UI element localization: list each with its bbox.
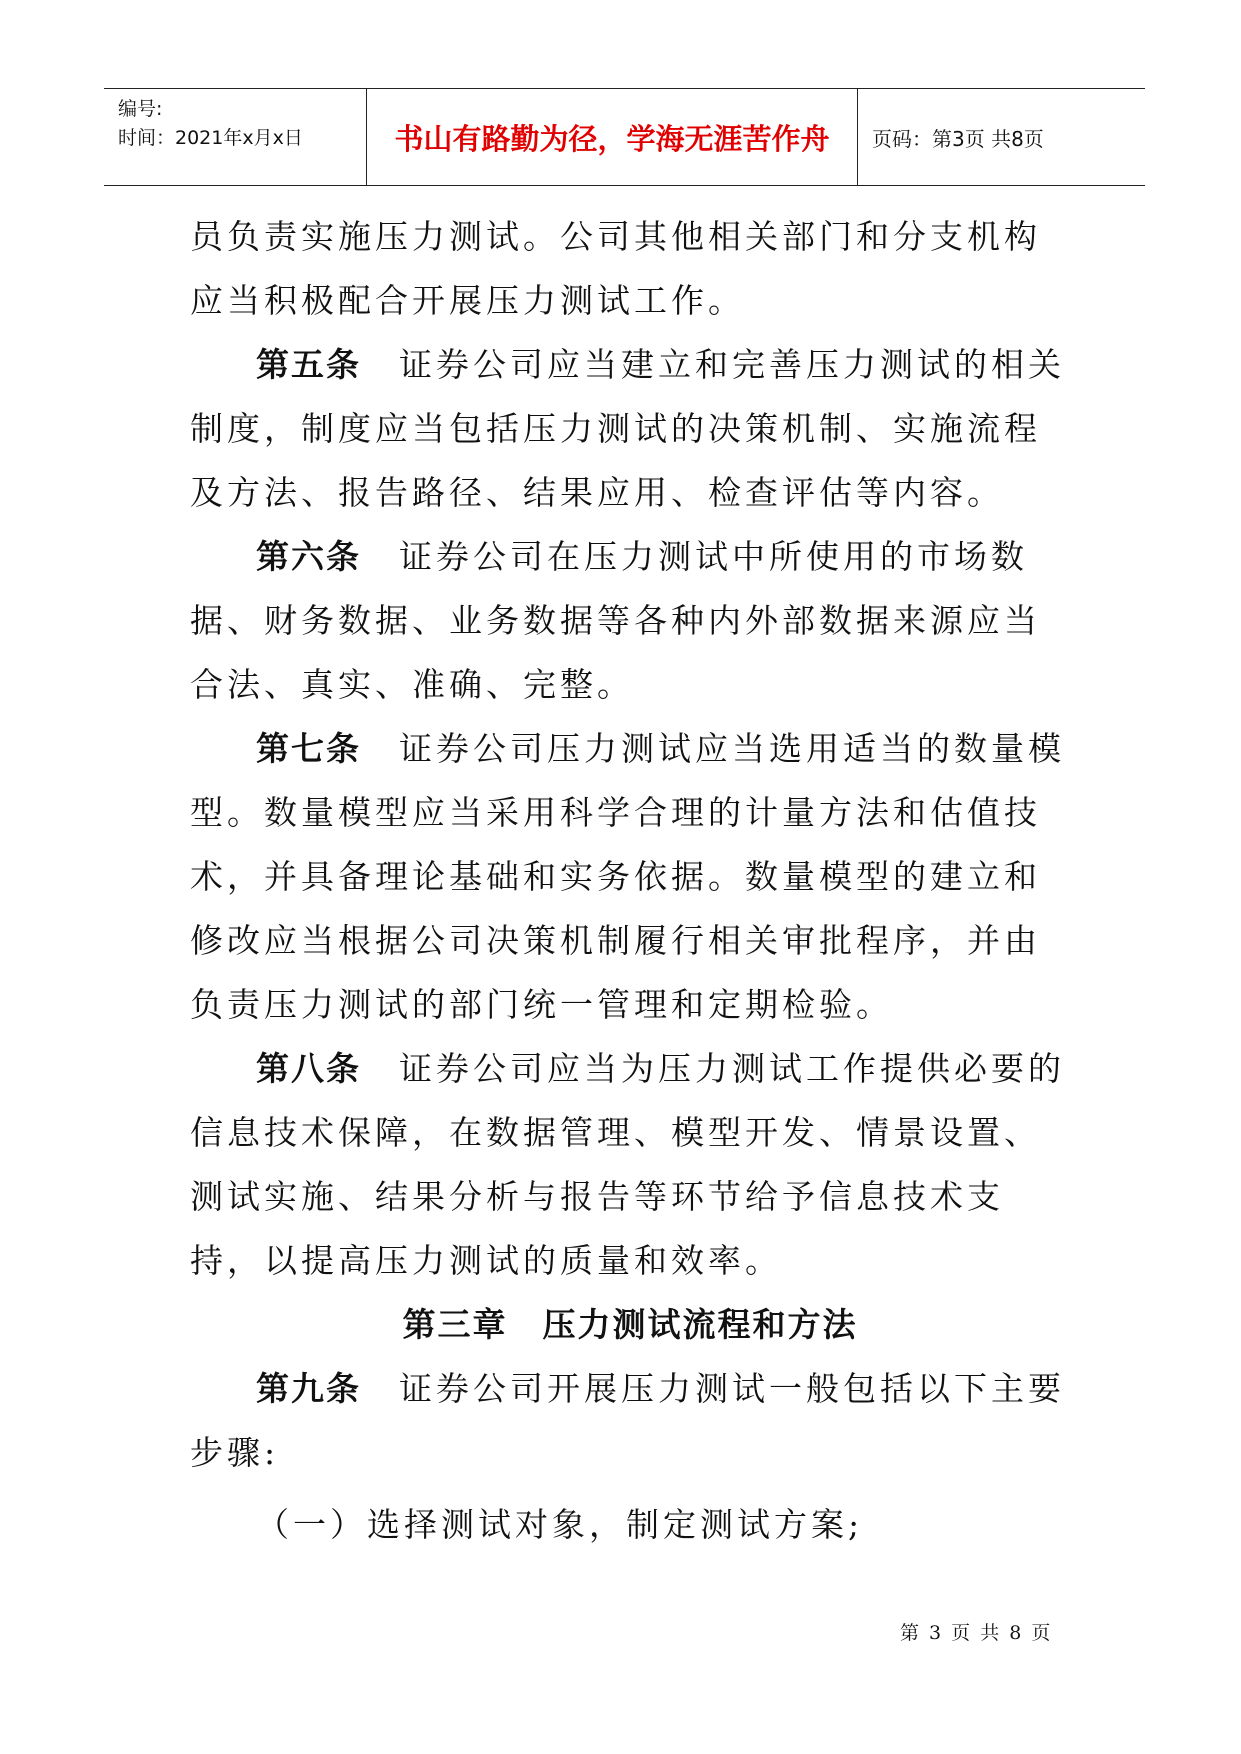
article-title: 第七条: [256, 729, 361, 768]
code-label: 编号:: [118, 98, 163, 120]
article-6: [190, 525, 1070, 717]
article-8: [190, 1037, 1070, 1293]
article-title: 第六条: [256, 537, 361, 576]
article-7: [190, 717, 1070, 1037]
article-text: 证券公司应当为压力测试工作提供必要的信息技术保障，在数据管理、模型开发、情景设置、测试实施、结果分析与报告等环节给予信息技术支持，以提高压力测试的质量和效率。: [190, 1049, 1065, 1280]
article-9: [190, 1357, 1070, 1485]
article-title: 第八条: [256, 1049, 361, 1088]
header-page-info: 页码：第3页 共8页: [872, 126, 1044, 151]
paragraph: [190, 205, 1070, 333]
header-meta: [104, 89, 366, 185]
article-title: 第九条: [256, 1369, 361, 1408]
article-title: 第五条: [256, 345, 361, 384]
article-5: [190, 333, 1070, 525]
list-item: [190, 1493, 1070, 1557]
article-text: 证券公司在压力测试中所使用的市场数据、财务数据、业务数据等各种内外部数据来源应当合法、真实、准确、完整。: [190, 537, 1041, 704]
article-text: 证券公司应当建立和完善压力测试的相关制度，制度应当包括压力测试的决策机制、实施流程及方法、报告路径、结果应用、检查评估等内容。: [190, 345, 1065, 512]
page-footer: 第 3 页 共 8 页: [900, 1622, 1053, 1644]
document-body: [190, 205, 1070, 1557]
time-label: 时间：2021年x月x日: [118, 127, 303, 149]
article-text: 证券公司开展压力测试一般包括以下主要步骤:: [190, 1369, 1065, 1472]
list-item-text: （一）选择测试对象，制定测试方案;: [256, 1505, 864, 1544]
article-text: 证券公司压力测试应当选用适当的数量模型。数量模型应当采用科学合理的计量方法和估值技术，并具备理论基础和实务依据。数量模型的建立和修改应当根据公司决策机制履行相关审批程序，并由负责压力测试的部门统一管理和定期检验。: [190, 729, 1065, 1024]
document-header: [104, 88, 1145, 186]
header-motto: 书山有路勤为径，学海无涯苦作舟: [394, 121, 830, 156]
chapter-heading: 第三章 压力测试流程和方法: [402, 1305, 858, 1344]
paragraph-text: 员负责实施压力测试。公司其他相关部门和分支机构应当积极配合开展压力测试工作。: [190, 217, 1041, 320]
